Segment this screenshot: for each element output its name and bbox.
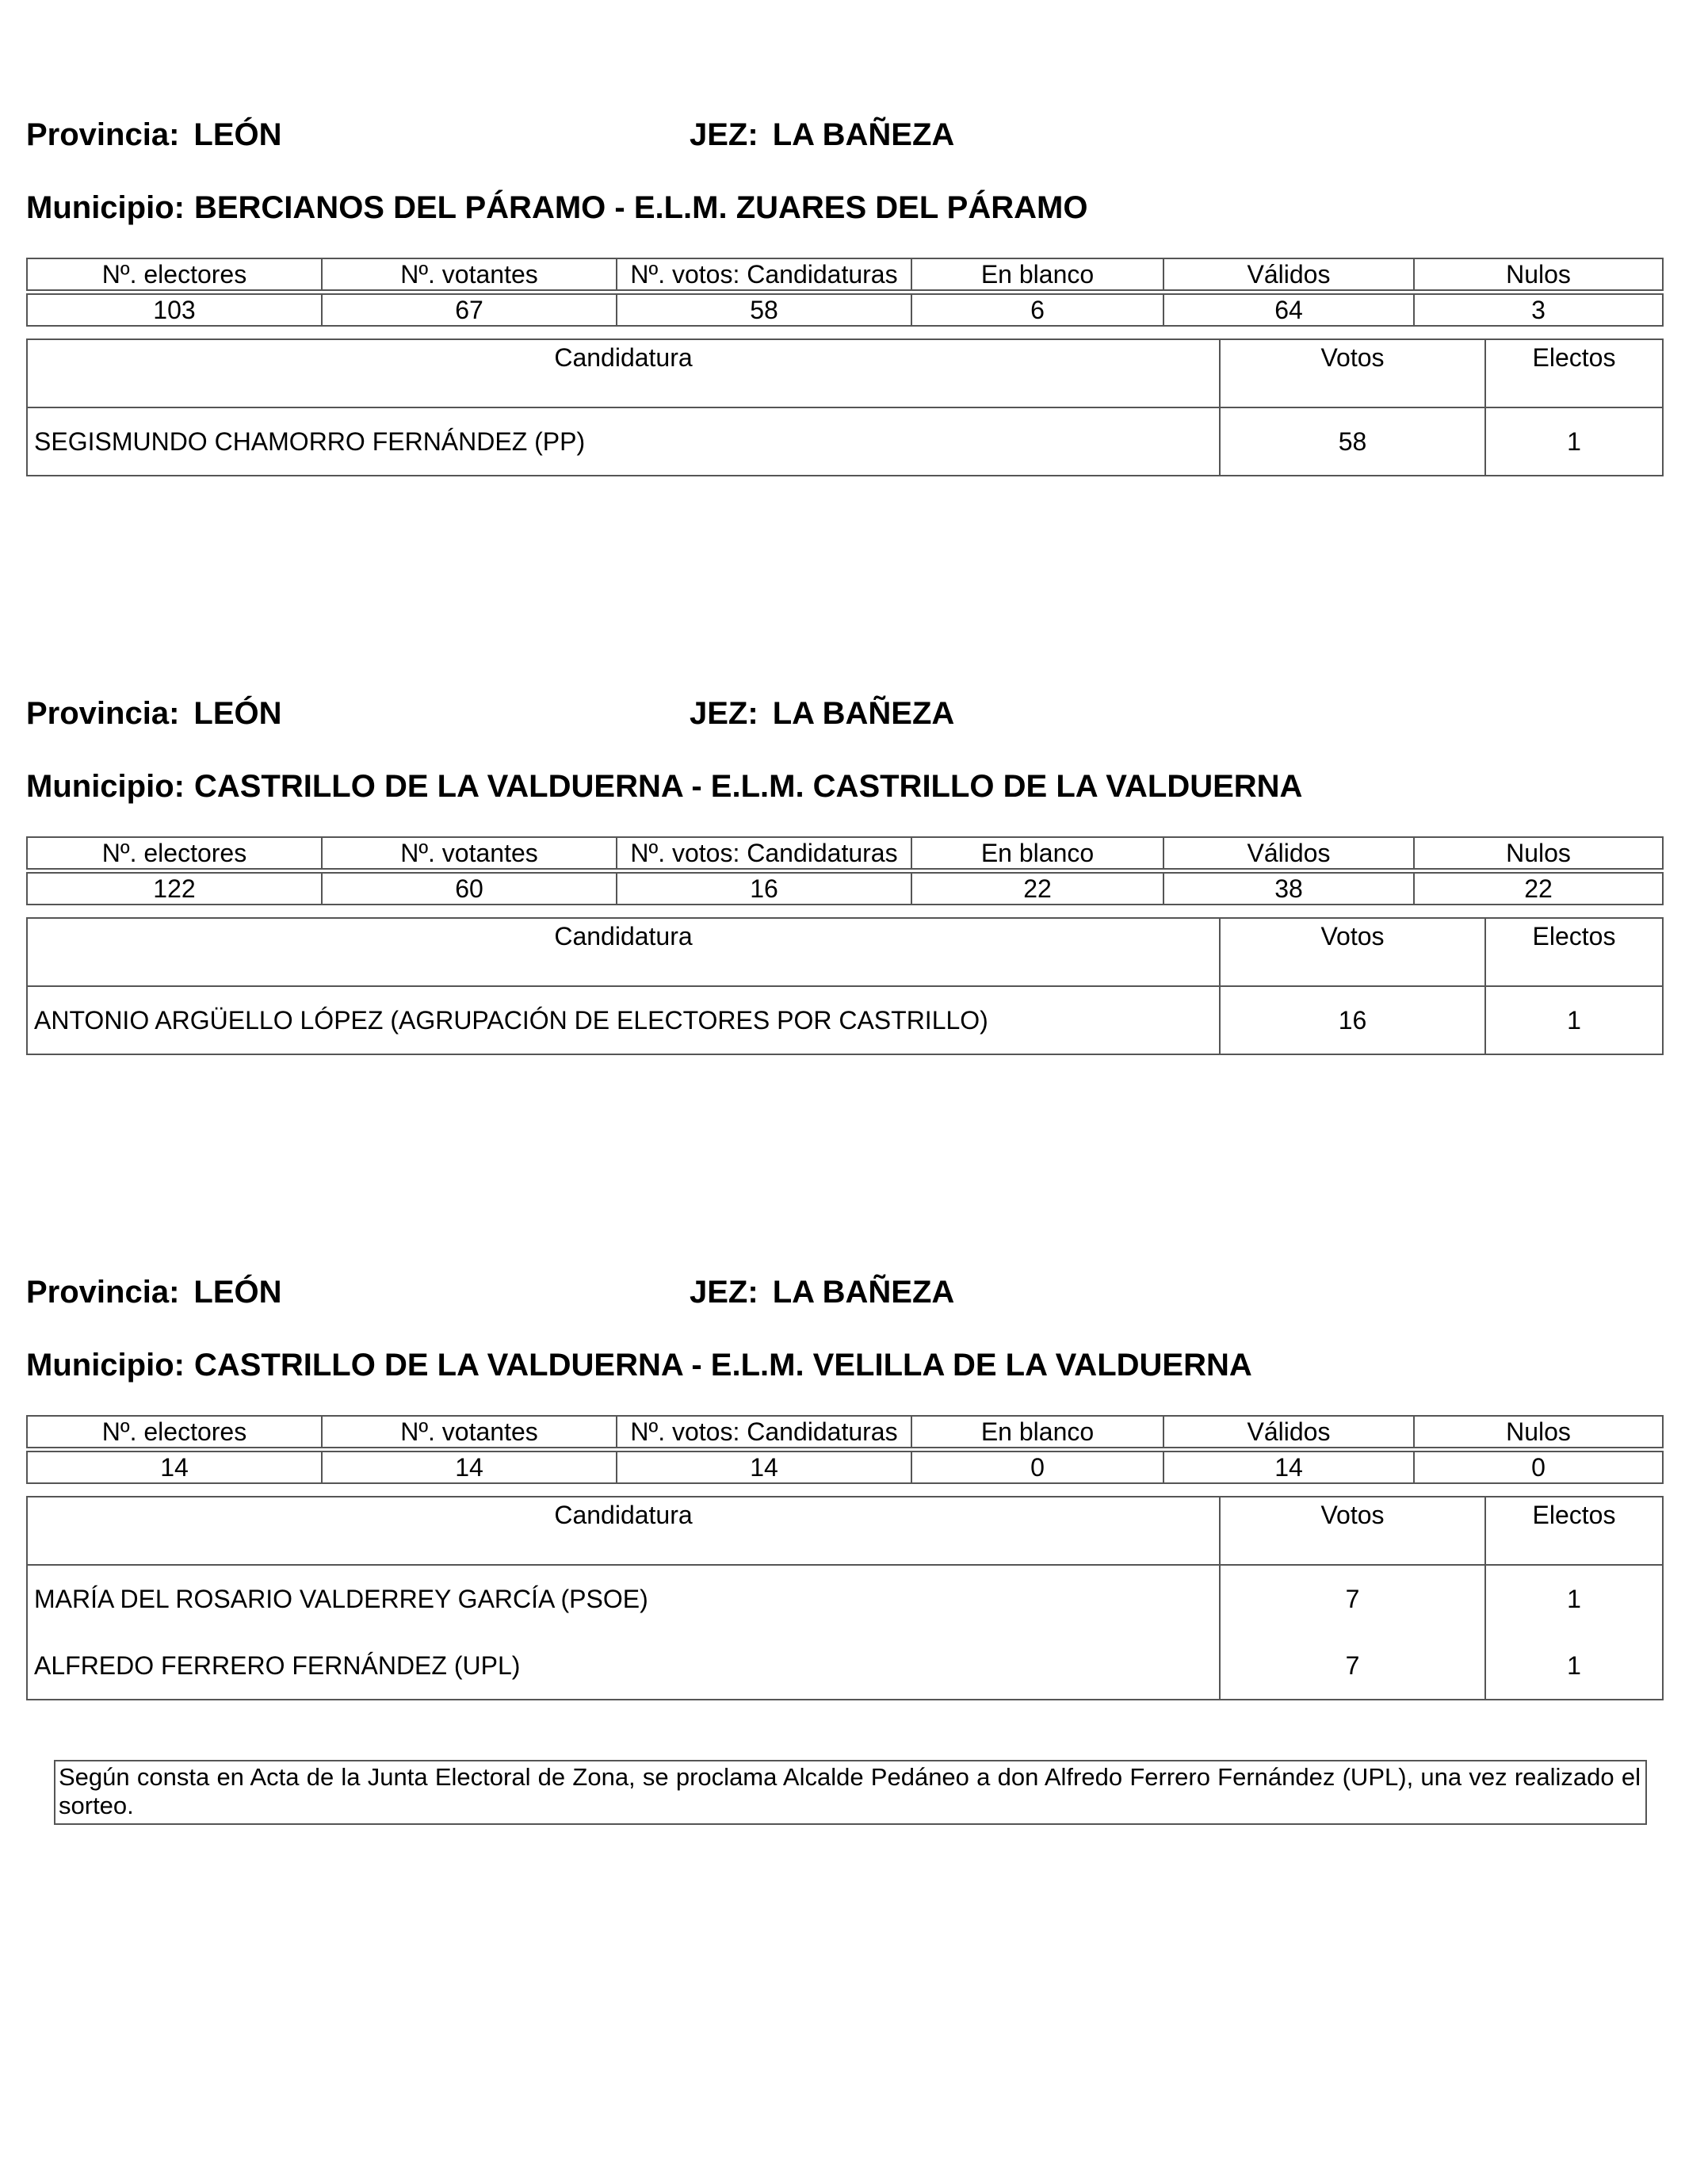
municipio-value: CASTRILLO DE LA VALDUERNA - E.L.M. VELILLA DE LA VALDUERNA: [193, 1348, 1252, 1383]
municipio-line: [26, 192, 1087, 224]
candidates-header-row: [27, 918, 1663, 986]
jez-line: [690, 119, 954, 151]
candidates-header-row: [27, 1497, 1663, 1565]
stats-value-cell: 122: [27, 873, 322, 905]
stats-value-cell: 6: [911, 294, 1163, 326]
electos-header: Electos: [1485, 339, 1663, 407]
stats-table: [26, 258, 1664, 327]
provincia-value: LEÓN: [193, 696, 282, 731]
stats-header-row: [27, 837, 1663, 869]
candidate-electos: 1: [1485, 407, 1663, 476]
stats-value-cell: 0: [911, 1452, 1163, 1483]
stats-value-cell: 14: [27, 1452, 322, 1483]
stats-header-cell: Nº. votantes: [322, 258, 617, 290]
candidate-electos: 1: [1485, 1632, 1663, 1700]
stats-value-cell: 64: [1163, 294, 1414, 326]
stats-value-cell: 58: [617, 294, 911, 326]
stats-header-cell: Nulos: [1414, 1416, 1663, 1448]
municipio-value: CASTRILLO DE LA VALDUERNA - E.L.M. CASTRILLO DE LA VALDUERNA: [193, 769, 1303, 804]
candidate-name: ALFREDO FERRERO FERNÁNDEZ (UPL): [27, 1632, 1220, 1700]
candidates-table: [26, 917, 1664, 1055]
municipio-label: Municipio:: [26, 769, 185, 804]
stats-header-cell: Nulos: [1414, 837, 1663, 869]
jez-line: [690, 1276, 954, 1308]
candidatura-header: Candidatura: [27, 339, 1220, 407]
provincia-value: LEÓN: [193, 117, 282, 152]
stats-value-cell: 14: [617, 1452, 911, 1483]
stats-header-row: [27, 1416, 1663, 1448]
stats-value-row: [27, 1452, 1663, 1483]
municipio-label: Municipio:: [26, 1348, 185, 1383]
jez-value: LA BAÑEZA: [772, 1275, 955, 1310]
stats-header-cell: Nº. votantes: [322, 837, 617, 869]
stats-header-cell: En blanco: [911, 258, 1163, 290]
candidate-electos: 1: [1485, 1565, 1663, 1632]
stats-header-cell: Nº. votos: Candidaturas: [617, 837, 911, 869]
stats-header-cell: Nº. votos: Candidaturas: [617, 258, 911, 290]
jez-label: JEZ:: [690, 117, 758, 152]
stats-value-cell: 22: [911, 873, 1163, 905]
municipio-value: BERCIANOS DEL PÁRAMO - E.L.M. ZUARES DEL PÁRAMO: [193, 190, 1088, 225]
municipio-line: [26, 1349, 1252, 1381]
candidatura-header: Candidatura: [27, 1497, 1220, 1565]
jez-value: LA BAÑEZA: [772, 117, 955, 152]
municipio-line: [26, 771, 1302, 802]
stats-table: [26, 1415, 1664, 1484]
stats-value-cell: 67: [322, 294, 617, 326]
provincia-label: Provincia:: [26, 696, 180, 731]
jez-label: JEZ:: [690, 696, 758, 731]
provincia-line: [26, 1276, 282, 1308]
stats-value-cell: 16: [617, 873, 911, 905]
stats-value-cell: 3: [1414, 294, 1663, 326]
provincia-label: Provincia:: [26, 117, 180, 152]
stats-header-cell: Válidos: [1163, 1416, 1414, 1448]
proclamation-note: Según consta en Acta de la Junta Electoral de Zona, se proclama Alcalde Pedáneo a don Alfredo Ferrero Fernández (UPL), una vez realizado el sorteo.: [54, 1760, 1647, 1825]
votos-header: Votos: [1220, 918, 1485, 986]
stats-header-cell: Válidos: [1163, 258, 1414, 290]
candidate-name: MARÍA DEL ROSARIO VALDERREY GARCÍA (PSOE): [27, 1565, 1220, 1632]
candidatura-header: Candidatura: [27, 918, 1220, 986]
candidate-row: [27, 407, 1663, 476]
candidate-name: ANTONIO ARGÜELLO LÓPEZ (AGRUPACIÓN DE ELECTORES POR CASTRILLO): [27, 986, 1220, 1054]
jez-line: [690, 698, 954, 729]
provincia-label: Provincia:: [26, 1275, 180, 1310]
provincia-line: [26, 119, 282, 151]
candidate-votos: 7: [1220, 1632, 1485, 1700]
stats-header-cell: En blanco: [911, 837, 1163, 869]
jez-label: JEZ:: [690, 1275, 758, 1310]
stats-value-cell: 103: [27, 294, 322, 326]
stats-table: [26, 836, 1664, 905]
stats-value-cell: 38: [1163, 873, 1414, 905]
stats-header-cell: Nº. votos: Candidaturas: [617, 1416, 911, 1448]
candidate-votos: 58: [1220, 407, 1485, 476]
provincia-line: [26, 698, 282, 729]
jez-value: LA BAÑEZA: [772, 696, 955, 731]
stats-value-row: [27, 873, 1663, 905]
stats-header-cell: Nulos: [1414, 258, 1663, 290]
candidate-votos: 7: [1220, 1565, 1485, 1632]
stats-header-cell: Nº. electores: [27, 258, 322, 290]
stats-value-row: [27, 294, 1663, 326]
candidates-table: [26, 339, 1664, 476]
candidate-row: [27, 1632, 1663, 1700]
electos-header: Electos: [1485, 918, 1663, 986]
stats-header-cell: Válidos: [1163, 837, 1414, 869]
provincia-value: LEÓN: [193, 1275, 282, 1310]
candidate-electos: 1: [1485, 986, 1663, 1054]
stats-value-cell: 14: [322, 1452, 617, 1483]
votos-header: Votos: [1220, 1497, 1485, 1565]
candidates-header-row: [27, 339, 1663, 407]
stats-value-cell: 14: [1163, 1452, 1414, 1483]
stats-header-cell: Nº. votantes: [322, 1416, 617, 1448]
candidates-table: [26, 1496, 1664, 1700]
stats-header-cell: Nº. electores: [27, 837, 322, 869]
stats-value-cell: 0: [1414, 1452, 1663, 1483]
candidate-row: [27, 986, 1663, 1054]
candidate-row: [27, 1565, 1663, 1632]
candidate-name: SEGISMUNDO CHAMORRO FERNÁNDEZ (PP): [27, 407, 1220, 476]
votos-header: Votos: [1220, 339, 1485, 407]
stats-value-cell: 22: [1414, 873, 1663, 905]
electos-header: Electos: [1485, 1497, 1663, 1565]
candidate-votos: 16: [1220, 986, 1485, 1054]
stats-header-cell: En blanco: [911, 1416, 1163, 1448]
stats-header-cell: Nº. electores: [27, 1416, 322, 1448]
municipio-label: Municipio:: [26, 190, 185, 225]
stats-value-cell: 60: [322, 873, 617, 905]
stats-header-row: [27, 258, 1663, 290]
